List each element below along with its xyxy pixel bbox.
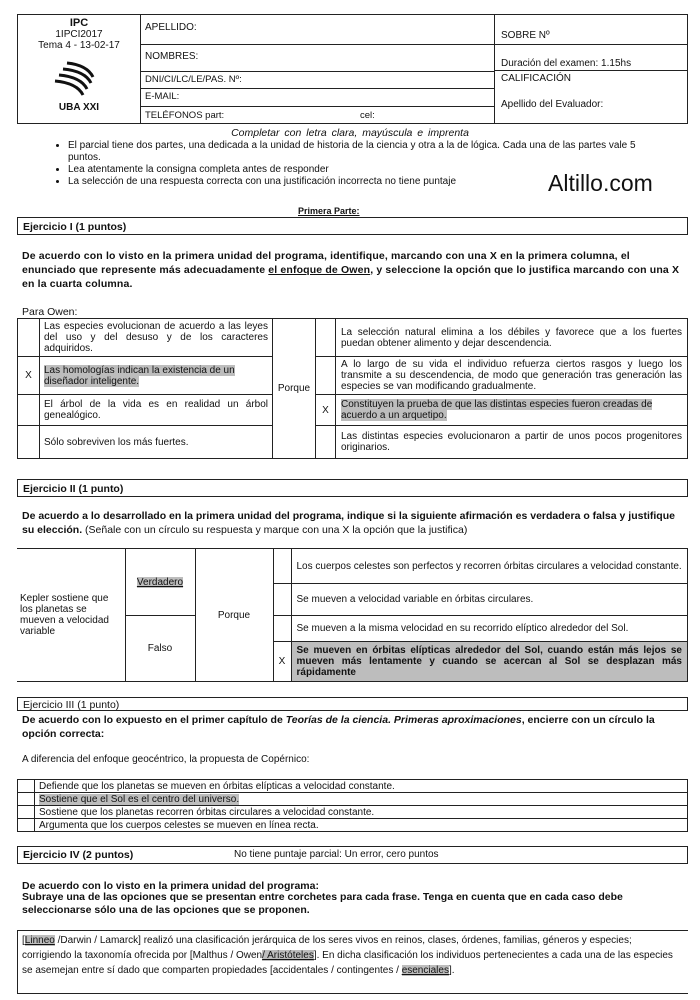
ex3-option[interactable]: Argumenta que los cuerpos celestes se mueven en línea recta. [35,819,688,832]
part-title: Primera Parte: [298,206,360,216]
dni-field[interactable]: DNI/CI/LC/LE/PAS. Nº: [145,74,242,85]
porque-cell: Porque [195,549,273,682]
left-option: El árbol de la vida es en realidad un árbol genealógico. [40,395,273,426]
left-option: Las especies evolucionan de acuerdo a las leyes del uso y del desuso y de los caracteres adquiridos. [40,319,273,357]
watermark: Altillo.com [548,170,653,196]
uba-logo-text: UBA XXI [58,102,100,113]
cel-field[interactable]: cel: [360,110,375,121]
calificacion-label: CALIFICACIÓN [501,73,572,84]
ex2-table [17,548,688,682]
bullet-item: • Lea atentamente la consigna completa antes de responder [68,164,646,176]
right-option: A lo largo de su vida el individuo refuerza ciertos rasgos y luego los transmite a su descendencia, de modo que generación tras generación las especies se van modificando gradualmente. [336,357,688,395]
option-mark-cell[interactable] [18,780,35,793]
justification-option: Se mueven a la misma velocidad en su recorrido elíptico alrededor del Sol. [291,616,688,642]
porque-cell: Porque [273,319,316,459]
sobre-label: SOBRE Nº [501,30,550,41]
left-mark-cell[interactable] [18,395,40,426]
justification-option: Se mueven en órbitas elípticas alrededor del Sol, cuando están más lejos se mueven más lentamente y cuando se acercan al Sol se desplazan más rápidamente [291,642,688,682]
right-mark-cell[interactable]: X [316,395,336,426]
email-field[interactable]: E-MAIL: [145,91,180,102]
justification-option: Se mueven a velocidad variable en órbitas circulares. [291,584,688,616]
ex1-title: Ejercicio I (1 puntos) [17,217,688,235]
ex1-instructions: De acuerdo con lo visto en la primera unidad del programa, identifique, marcando con una X en la primera columna, el enunciado que represente más adecuadamente el enfoque de Owen, y seleccione la opción que lo justifica marcando con una X en la cuarta columna. [22,250,680,291]
ex3-lead: A diferencia del enfoque geocéntrico, la propuesta de Copérnico: [22,754,310,765]
option-mark-cell[interactable] [18,793,35,806]
ex3-option[interactable]: Defiende que los planetas se mueven en órbitas elípticas a velocidad constante. [35,780,688,793]
option-mark-cell[interactable] [273,584,291,616]
option-mark-cell[interactable] [18,806,35,819]
right-mark-cell[interactable] [316,426,336,459]
right-option: La selección natural elimina a los débiles y favorece que a los fuertes puedan obtener alimento y dejar descendencia. [336,319,688,357]
ex4-instr2: Subraye una de las opciones que se presentan entre corchetes para cada frase. Tenga en cuenta que en cada caso debe seleccionarse sólo una de las opciones que se proponen. [22,891,623,916]
ex3-title: Ejercicio III (1 punto) [17,697,688,711]
nombres-field[interactable]: NOMBRES: [145,51,199,62]
ex4-text[interactable]: [Linneo /Darwin / Lamarck] realizó una clasificación jerárquica de los seres vivos en reinos, clases, órdenes, familias, géneros y especies; corrigiendo la taxonomía ofrecida por [Malthus / Owen/ Aristóteles]. En dicha clasificación los individuos pertenecientes a cada una de las especies se asemejan entre sí dado que comparten propiedades [accidentales / contingentes / esenciales]. [22,935,673,976]
duracion-label: Duración del examen: 1.15hs [501,58,632,69]
falso-option[interactable]: Falso [125,616,195,682]
verdadero-option[interactable]: Verdadero [125,549,195,616]
ex2-title: Ejercicio II (1 punto) [17,479,688,497]
ex4-instr1: De acuerdo con lo visto en la primera unidad del programa: [22,880,319,892]
ex1-table [17,318,688,459]
left-mark-cell[interactable] [18,426,40,459]
justification-option: Los cuerpos celestes son perfectos y recorren órbitas circulares a velocidad constante. [291,549,688,584]
para-owen: Para Owen: [22,306,78,318]
left-mark-cell[interactable] [18,319,40,357]
ex2-instructions: De acuerdo a lo desarrollado en la primera unidad del programa, indique si la siguiente afirmación es verdadera o falsa y justifique su elección. (Señale con un círculo su respuesta y marque con una X la opción que la justifica) [22,510,675,537]
bullet-item: • El parcial tiene dos partes, una dedicada a la unidad de historia de la ciencia y otra a la de lógica. Cada una de las partes vale 5 puntos. [68,140,646,164]
left-option: Las homologías indican la existencia de un diseñador inteligente. [40,357,273,395]
exam-code: 1IPCI2017 [55,29,103,40]
uba-logo-icon [49,59,109,99]
ex3-instructions: De acuerdo con lo expuesto en el primer capítulo de Teorías de la ciencia. Primeras aproximaciones, encierre con un círculo la opción correcta: [22,714,655,741]
complete-instruction: Completar con letra clara, mayúscula e imprenta [231,127,469,139]
right-option: Las distintas especies evolucionaron a partir de unos pocos progenitores originarios. [336,426,688,459]
telefono-field[interactable]: TELÉFONOS part: [145,110,225,121]
ex4-title: Ejercicio IV (2 puntos) [23,849,134,861]
option-mark-cell[interactable] [273,616,291,642]
right-mark-cell[interactable] [316,319,336,357]
left-option: Sólo sobreviven los más fuertes. [40,426,273,459]
bullet-item: • La selección de una respuesta correcta con una justificación incorrecta no tiene puntaje [68,176,646,188]
left-mark-cell[interactable]: X [18,357,40,395]
ex3-option[interactable]: Sostiene que los planetas recorren órbitas circulares a velocidad constante. [35,806,688,819]
option-mark-cell[interactable] [18,819,35,832]
ex3-table [17,779,688,832]
right-option: Constituyen la prueba de que las distintas especies fueron creadas de acuerdo a un arquetipo. [336,395,688,426]
ipc-label: IPC [69,17,89,29]
option-mark-cell[interactable]: X [273,642,291,682]
kepler-claim: Kepler sostiene que los planetas se mueven a velocidad variable [17,549,125,682]
apellido-field[interactable]: APELLIDO: [145,22,197,33]
ex4-note: No tiene puntaje parcial: Un error, cero puntos [234,849,439,860]
tema-date: Tema 4 - 13-02-17 [38,40,120,51]
ex3-option[interactable]: Sostiene que el Sol es el centro del universo. [35,793,688,806]
option-mark-cell[interactable] [273,549,291,584]
right-mark-cell[interactable] [316,357,336,395]
evaluador-label: Apellido del Evaluador: [501,99,604,110]
header-logo-box [17,14,141,124]
